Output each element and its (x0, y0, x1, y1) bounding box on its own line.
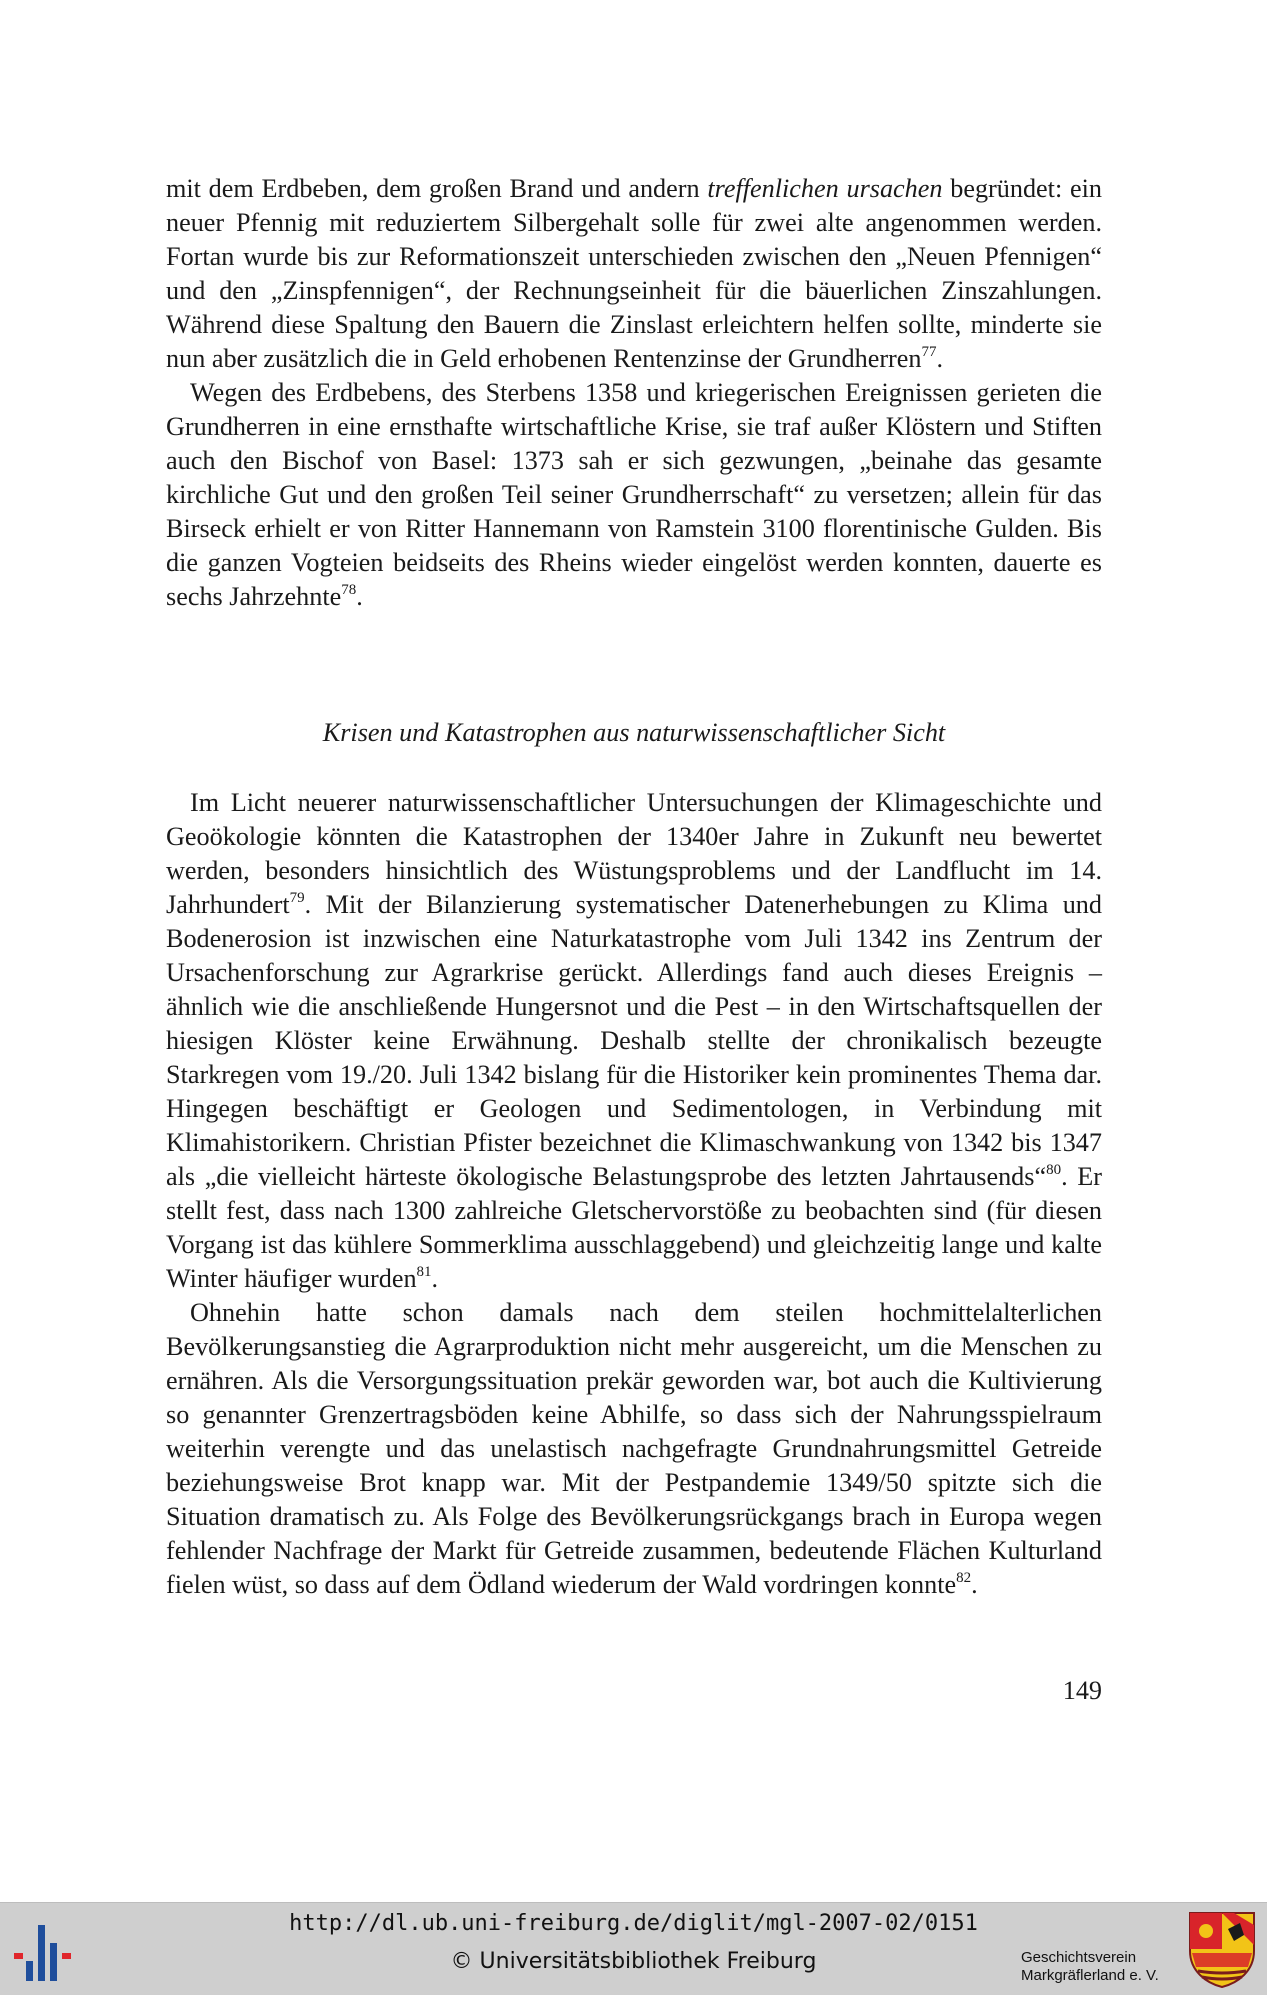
markgraeflerland-coat-of-arms-icon (1188, 1911, 1256, 1989)
page-number: 149 (1062, 1676, 1102, 1705)
text-block-upper (166, 172, 1102, 614)
text-block-lower (166, 786, 1102, 1602)
paragraph-4: Ohnehin hatte schon damals nach dem steilen hochmittelalterlichen Bevölkerungsanstieg die Agrarproduktion nicht mehr ausgereicht, um die Menschen zu ernähren. Als die Versorgungssituation prekär geworden war, bot auch die Kultivierung so genannter Grenzertragsböden keine Abhilfe, so dass sich der Nahrungsspielraum weiterhin verengte und das unelastisch nachgefragte Grundnahrungsmittel Getreide beziehungsweise Brot knapp war. Mit der Pestpandemie 1349/50 spitzte sich die Situation dramatisch zu. Als Folge des Bevölkerungsrückgangs brach in Europa wegen fehlender Nachfrage der Markt für Getreide zusammen, bedeutende Flächen Kulturland fielen wüst, so dass auf dem Ödland wiederum der Wald vordringen konnte$^{82}$. (166, 1298, 1102, 1599)
footnote-ref-79[interactable]: 79 (289, 890, 305, 906)
footnote-ref-80[interactable]: 80 (1046, 1162, 1062, 1178)
footnote-ref-81[interactable]: 81 (416, 1264, 432, 1280)
footnote-ref-82[interactable]: 82 (956, 1570, 972, 1586)
publisher-name (1021, 1949, 1181, 1985)
viewer-footer (0, 1902, 1267, 1995)
publisher-line-1: Geschichtsverein (1021, 1949, 1137, 1966)
section-heading: Krisen und Katastrophen aus naturwissenschaftlicher Sicht (322, 718, 946, 747)
paragraph-3: Im Licht neuerer naturwissenschaftlicher Untersuchungen der Klimageschichte und Geoökologie könnten die Katastrophen der 1340er Jahre in Zukunft neu bewertet werden, besonders hinsichtlich des Wüstungsproblems und der Landflucht im 14. Jahrhundert$^{79}$. Mit der Bilanzierung systematischer Datenerhebungen zu Klima und Bodenerosion ist inzwischen eine Naturkatastrophe vom Juli 1342 ins Zentrum der Ursachenforschung zur Agrarkrise gerückt. Allerdings fand auch dieses Ereignis – ähnlich wie die anschließende Hungersnot und die Pest – in den Wirtschaftsquellen der hiesigen Klöster keine Erwähnung. Deshalb stellte der chronikalisch bezeugte Starkregen vom 19./20. Juli 1342 bislang für die Historiker kein prominentes Thema dar. Hingegen beschäftigt er Geologen und Sedimentologen, in Verbindung mit Klimahistorikern. Christian Pfister bezeichnet die Klimaschwankung von 1342 bis 1347 als „die vielleicht härteste ökologische Belastungsprobe des letzten Jahrtausends“$^{80}$. Er stellt fest, dass nach 1300 zahlreiche Gletschervorstöße zu beobachten sind (für diesen Vorgang ist das kühlere Sommerklima ausschlaggebend) und gleichzeitig lange und kalte Winter häufiger wurden$^{81}$. (166, 788, 1103, 1293)
paragraph-2: Wegen des Erdbebens, des Sterbens 1358 und kriegerischen Ereignissen gerieten die Grundherren in eine ernsthafte wirtschaftliche Krise, sie traf außer Klöstern und Stiften auch den Bischof von Basel: 1373 sah er sich gezwungen, „beinahe das gesamte kirchliche Gut und den großen Teil seiner Grundherrschaft“ zu versetzen; allein für das Birseck erhielt er von Ritter Hannemann von Ramstein 3100 florentinische Gulden. Bis die ganzen Vogteien beidseits des Rheins wieder eingelöst werden konnten, dauerte es sechs Jahrzehnte$^{78}$. (166, 378, 1102, 611)
publisher-line-2: Markgräflerland e. V. (1021, 1967, 1159, 1984)
footnote-ref-78[interactable]: 78 (341, 582, 357, 598)
document-url-link[interactable]: http://dl.ub.uni-freiburg.de/diglit/mgl-2007-02/0151 (289, 1911, 978, 1936)
italic-quote: treffenlichen ursachen (707, 174, 943, 203)
footnote-ref-77[interactable]: 77 (921, 344, 937, 360)
paragraph-1: mit dem Erdbeben, dem großen Brand und andern treffenlichen ursachen begründet: ein neuer Pfennig mit reduziertem Silbergehalt solle für zwei alte angenommen werden. Fortan wurde bis zur Reformationszeit unterschieden zwischen den „Neuen Pfennigen“ und den „Zinspfennigen“, der Rechnungseinheit für die bäuerlichen Zinszahlungen. Während diese Spaltung den Bauern die Zinslast erleichtern helfen sollte, minderte sie nun aber zusätzlich die in Geld erhobenen Rentenzinse der Grundherren$^{77}$. (166, 174, 1102, 373)
copyright-text: © Universitätsbibliothek Freiburg (450, 1949, 817, 1974)
